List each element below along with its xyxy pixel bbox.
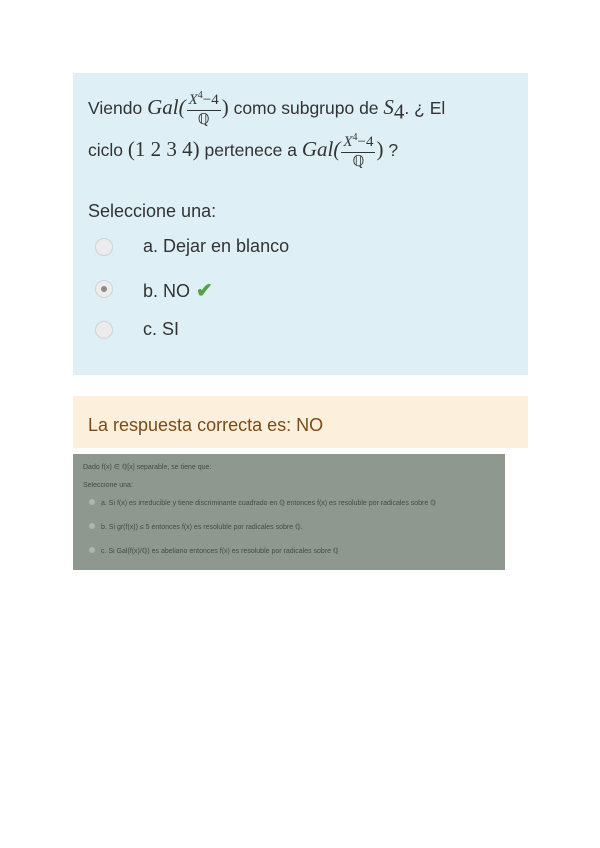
radio-option-c[interactable]: [95, 321, 113, 339]
fraction: $\frac{X^4-4}{\text{ℚ}}$: [343, 132, 374, 170]
option-b-label: b. NO ✔: [143, 280, 213, 302]
question-line-1: Viendo Gal( $\frac{X^4-4}{\text{ℚ}}$ ) como subgrupo de $S_4$. ¿ El: [88, 90, 446, 128]
gal-symbol: Gal(: [147, 95, 186, 120]
correct-answer-text: La respuesta correcta es: NO: [88, 415, 324, 435]
photo-radio: [89, 547, 95, 553]
option-a[interactable]: [95, 236, 495, 260]
photo-option-c: c. Si Gal(f(x)/ℚ) es abeliano entonces f(x) es resoluble por radicales sobre ℚ: [101, 548, 339, 555]
radio-option-b[interactable]: [95, 280, 113, 298]
option-c-label: c. SI: [143, 319, 180, 339]
question-line-2: ciclo (1 2 3 4) pertenece a Gal( $\frac{X^4-4}{\text{ℚ}}$ ) ?: [88, 132, 399, 170]
check-icon: ✔: [196, 280, 213, 302]
photo-of-screen: [73, 454, 505, 570]
s4-symbol: S: [383, 95, 394, 120]
photo-option-b: b. Si gr(f(x)) ≤ 5 entonces f(x) es resoluble por radicales sobre ℚ.: [101, 524, 303, 531]
question-text: como subgrupo de: [233, 98, 379, 119]
photo-prompt: Seleccione una:: [83, 482, 133, 489]
fraction: $\frac{X^4-4}{\text{ℚ}}$: [188, 90, 219, 128]
question-card: [73, 73, 528, 375]
question-text: pertenece a: [204, 140, 297, 161]
cycle-notation: (1 2 3 4): [127, 137, 200, 162]
select-prompt: Seleccione una:: [88, 201, 217, 221]
question-text: ciclo: [88, 140, 124, 161]
radio-option-a[interactable]: [95, 238, 113, 256]
option-c[interactable]: [95, 319, 495, 343]
photo-radio: [89, 523, 95, 529]
gal-symbol: Gal(: [301, 137, 341, 162]
feedback-box: [73, 396, 528, 448]
photo-option-a: a. Si f(x) es irreducible y tiene discriminante cuadrado en ℚ entonces f(x) es resoluble por radicales sobre ℚ: [101, 500, 436, 507]
question-text: Viendo: [88, 98, 143, 119]
option-a-label: a. Dejar en blanco: [143, 236, 290, 256]
option-b[interactable]: [95, 278, 495, 302]
photo-radio: [89, 499, 95, 505]
photo-title: Dado f(x) ∈ ℚ[x] separable, se tiene que:: [83, 464, 212, 471]
